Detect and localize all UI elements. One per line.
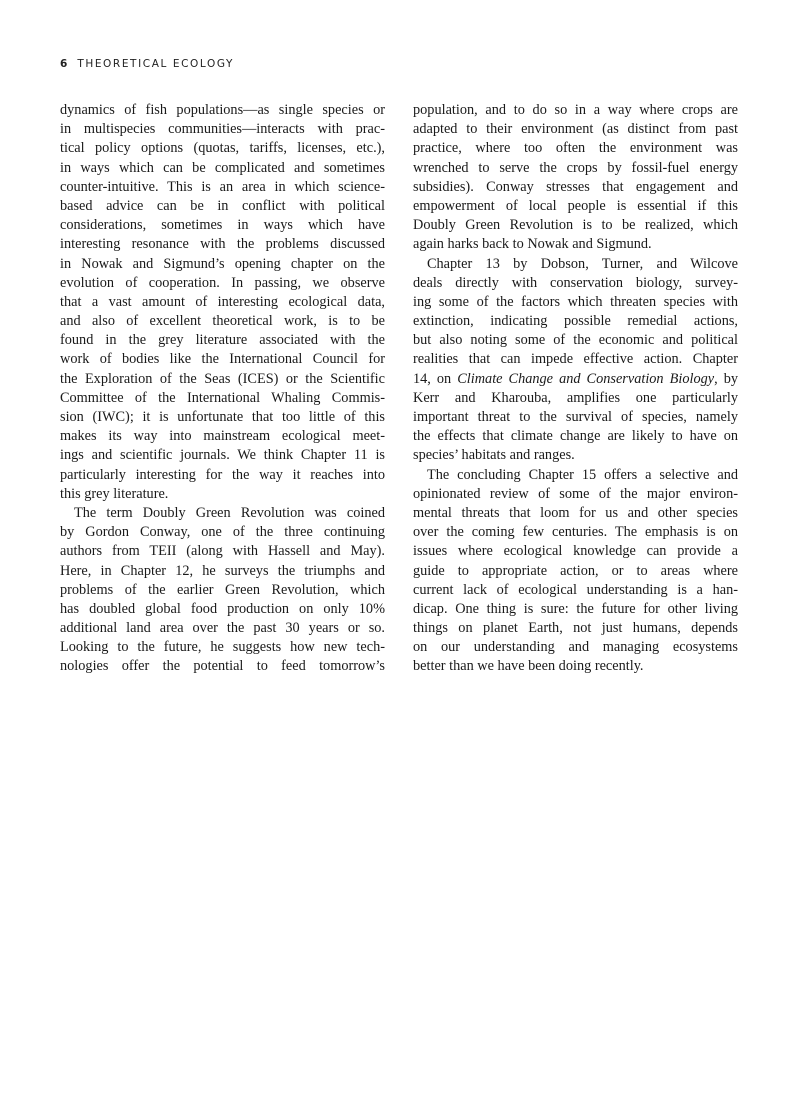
text-line: and also of excellent theoretical work, is to be [60, 313, 385, 330]
text-line [413, 370, 738, 389]
text-line: considerations, sometimes in ways which have [60, 217, 385, 234]
text-line: Doubly Green Revolution is to be realized, which [413, 217, 738, 234]
text-line: important threat to the survival of species, namely [413, 409, 738, 425]
text-line: work of bodies like the International Council for [60, 351, 385, 368]
text-line: ing some of the factors which threaten species with [413, 293, 738, 310]
running-head [60, 58, 234, 70]
text-line: species’ habitats and ranges. [413, 447, 575, 464]
text-line: Here, in Chapter 12, he surveys the triumphs and [60, 562, 385, 579]
right-column [413, 101, 738, 677]
text-line: in multispecies communities—interacts with prac- [60, 121, 385, 138]
text-line: deals directly with conservation biology, survey- [413, 274, 738, 291]
text-line: found in the grey literature associated with the [60, 332, 385, 349]
text-line: dynamics of fish populations—as single species or [60, 102, 385, 118]
text-line: issues where ecological knowledge can provide a [413, 543, 738, 560]
text-line: again harks back to Nowak and Sigmund. [413, 236, 652, 253]
text-line: particularly interesting for the way it reaches into [60, 466, 385, 483]
text-line: guide to appropriate action, or to areas where [413, 562, 738, 579]
text-line: realities that can impede effective action. Chapter [413, 351, 738, 368]
running-title: THEORETICAL ECOLOGY [77, 58, 235, 70]
text-line: has doubled global food production on only 10% [60, 600, 385, 617]
text-line: additional land area over the past 30 years or so. [60, 620, 385, 637]
text-line: nologies offer the potential to feed tomorrow’s [60, 658, 385, 675]
text-line: Kerr and Kharouba, amplifies one particularly [413, 389, 738, 406]
text-line: the Exploration of the Seas (ICES) or the Scientific [60, 370, 385, 387]
text-line: counter-intuitive. This is an area in which science- [60, 178, 385, 195]
text-line: things on planet Earth, not just humans, depends [413, 620, 738, 637]
text-fragment: 14, on [413, 370, 458, 387]
text-line: The term Doubly Green Revolution was coined [74, 504, 385, 521]
text-line: on our understanding and managing ecosystems [413, 639, 738, 656]
text-line: Looking to the future, he suggests how new tech- [60, 639, 385, 656]
text-line: Chapter 13 by Dobson, Turner, and Wilcove [427, 255, 738, 272]
text-line: current lack of ecological understanding is a han- [413, 581, 738, 598]
text-line: dicap. One thing is sure: the future for other living [413, 600, 738, 617]
text-line: Committee of the International Whaling Commis- [60, 389, 385, 406]
text-line: problems of the earlier Green Revolution, which [60, 581, 385, 598]
text-line: population, and to do so in a way where crops are [413, 102, 738, 118]
text-line: extinction, indicating possible remedial actions, [413, 313, 738, 330]
left-column [60, 101, 385, 677]
text-line: subsidies). Conway stresses that engagement and [413, 178, 738, 195]
text-line: based advice can be in conflict with political [60, 197, 385, 214]
text-line: interesting resonance with the problems discussed [60, 236, 385, 253]
text-line: over the coming few centuries. The emphasis is on [413, 524, 738, 541]
text-line: in Nowak and Sigmund’s opening chapter on the [60, 255, 385, 272]
text-line: practice, where too often the environment was [413, 140, 738, 157]
text-line: opinionated review of some of the major environ- [413, 485, 738, 502]
text-line: empowerment of local people is essential if this [413, 197, 738, 214]
text-line: The concluding Chapter 15 offers a selective and [427, 466, 738, 483]
text-line: mental threats that loom for us and other species [413, 504, 738, 521]
book-chapter-title: Climate Change and Conservation Biology [457, 370, 715, 387]
text-line: the effects that climate change are likely to have on [413, 428, 738, 445]
text-line: this grey literature. [60, 485, 169, 502]
text-line: evolution of cooperation. In passing, we observe [60, 274, 385, 291]
text-line: in ways which can be complicated and sometimes [60, 159, 385, 176]
text-line: authors from TEII (along with Hassell and May). [60, 543, 385, 560]
text-line: that a vast amount of interesting ecological data, [60, 293, 385, 310]
text-fragment: , by [714, 370, 738, 387]
text-line: sion (IWC); it is unfortunate that too little of this [60, 409, 385, 425]
text-line: but also noting some of the economic and political [413, 332, 738, 349]
page-number: 6 [60, 58, 68, 70]
text-line: tical policy options (quotas, tariffs, licenses, etc.), [60, 140, 385, 157]
text-line: ings and scientific journals. We think Chapter 11 is [60, 447, 385, 464]
text-line: makes its way into mainstream ecological meet- [60, 428, 385, 445]
text-line: better than we have been doing recently. [413, 658, 644, 675]
text-line: wrenched to serve the crops by fossil-fuel energy [413, 159, 738, 176]
text-line: by Gordon Conway, one of the three continuing [60, 524, 385, 541]
text-line: adapted to their environment (as distinct from past [413, 121, 738, 138]
